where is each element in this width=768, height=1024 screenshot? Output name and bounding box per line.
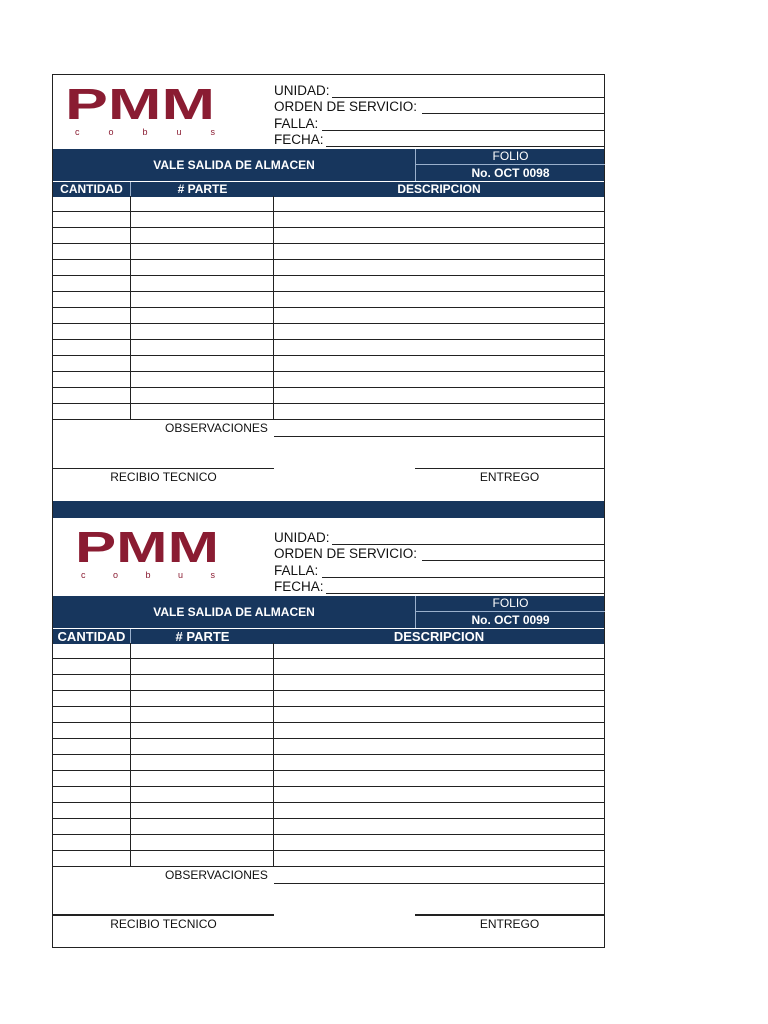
form-sheet: [52, 74, 605, 948]
table-row[interactable]: [53, 707, 604, 723]
table-row[interactable]: [53, 659, 604, 675]
parte-cell[interactable]: [131, 340, 274, 356]
parte-cell[interactable]: [131, 707, 274, 723]
cantidad-cell[interactable]: [53, 723, 131, 739]
table-row[interactable]: [53, 771, 604, 787]
parte-cell[interactable]: [131, 835, 274, 851]
descripcion-cell[interactable]: [274, 388, 604, 404]
logo-text: PMM: [65, 80, 215, 129]
cantidad-cell[interactable]: [53, 643, 131, 659]
parte-cell[interactable]: [131, 675, 274, 691]
column-parte: # PARTE: [177, 182, 228, 196]
table-row[interactable]: [53, 643, 604, 659]
table-row[interactable]: [53, 356, 604, 372]
recibio-tecnico-label: RECIBIO TECNICO: [110, 470, 217, 484]
parte-cell[interactable]: [131, 404, 274, 420]
voucher-title: VALE SALIDA DE ALMACEN: [153, 605, 315, 619]
entrego-signature-line[interactable]: [415, 914, 604, 916]
entrego-label: ENTREGO: [479, 917, 540, 931]
table-row[interactable]: [53, 324, 604, 340]
cantidad-cell[interactable]: [53, 691, 131, 707]
parte-cell[interactable]: [131, 244, 274, 260]
logo-text: PMM: [75, 523, 219, 572]
parte-cell[interactable]: [131, 292, 274, 308]
table-row[interactable]: [53, 340, 604, 356]
table-row[interactable]: [53, 372, 604, 388]
cantidad-cell[interactable]: [53, 819, 131, 835]
cantidad-cell[interactable]: [53, 388, 131, 404]
fecha-row[interactable]: [274, 132, 604, 148]
recibio-tecnico-label: RECIBIO TECNICO: [110, 917, 217, 931]
column-parte: # PARTE: [175, 629, 230, 644]
unidad-row[interactable]: [274, 83, 604, 99]
cantidad-cell[interactable]: [53, 739, 131, 755]
descripcion-cell[interactable]: [274, 755, 604, 771]
parte-cell[interactable]: [131, 372, 274, 388]
parte-cell[interactable]: [131, 771, 274, 787]
cantidad-cell[interactable]: [53, 324, 131, 340]
descripcion-cell[interactable]: [274, 707, 604, 723]
parte-cell[interactable]: [131, 196, 274, 212]
descripcion-cell[interactable]: [274, 691, 604, 707]
parte-cell[interactable]: [131, 643, 274, 659]
orden-servicio-row[interactable]: [274, 546, 604, 562]
descripcion-cell[interactable]: [274, 324, 604, 340]
parte-cell[interactable]: [131, 228, 274, 244]
cantidad-cell[interactable]: [53, 196, 131, 212]
table-row[interactable]: [53, 723, 604, 739]
descripcion-cell[interactable]: [274, 404, 604, 420]
descripcion-cell[interactable]: [274, 372, 604, 388]
falla-row[interactable]: [274, 562, 604, 578]
parte-cell[interactable]: [131, 819, 274, 835]
unidad-row[interactable]: [274, 530, 604, 546]
descripcion-cell[interactable]: [274, 308, 604, 324]
logo-subtext: c o b u s: [75, 127, 215, 137]
descripcion-cell[interactable]: [274, 643, 604, 659]
descripcion-cell[interactable]: [274, 787, 604, 803]
cantidad-cell[interactable]: [53, 372, 131, 388]
title-band: [53, 596, 604, 628]
unidad-label: UNIDAD:: [274, 83, 330, 99]
parte-cell[interactable]: [131, 260, 274, 276]
table-row[interactable]: [53, 819, 604, 835]
column-descripcion: DESCRIPCION: [393, 629, 485, 644]
table-row[interactable]: [53, 835, 604, 851]
descripcion-cell[interactable]: [274, 228, 604, 244]
parte-cell[interactable]: [131, 755, 274, 771]
parte-cell[interactable]: [131, 851, 274, 867]
cantidad-cell[interactable]: [53, 803, 131, 819]
parte-cell[interactable]: [131, 324, 274, 340]
observaciones-label: OBSERVACIONES: [165, 421, 268, 435]
fecha-row[interactable]: [274, 579, 604, 595]
descripcion-cell[interactable]: [274, 723, 604, 739]
descripcion-cell[interactable]: [274, 659, 604, 675]
pmm-logo: [61, 79, 221, 139]
descripcion-cell[interactable]: [274, 292, 604, 308]
cantidad-cell[interactable]: [53, 260, 131, 276]
cantidad-cell[interactable]: [53, 835, 131, 851]
parte-cell[interactable]: [131, 356, 274, 372]
descripcion-cell[interactable]: [274, 803, 604, 819]
descripcion-cell[interactable]: [274, 196, 604, 212]
cantidad-cell[interactable]: [53, 707, 131, 723]
descripcion-cell[interactable]: [274, 244, 604, 260]
cantidad-cell[interactable]: [53, 356, 131, 372]
folio-number: No. OCT 0098: [471, 166, 550, 180]
table-row[interactable]: [53, 755, 604, 771]
cantidad-cell[interactable]: [53, 787, 131, 803]
item-rows: [53, 196, 604, 420]
logo-subtext: c o b u s: [81, 570, 215, 580]
entrego-signature-line[interactable]: [415, 468, 604, 469]
table-row[interactable]: [53, 212, 604, 228]
title-band: [53, 149, 604, 181]
observaciones-label: OBSERVACIONES: [165, 868, 268, 882]
parte-cell[interactable]: [131, 787, 274, 803]
cantidad-cell[interactable]: [53, 212, 131, 228]
table-row[interactable]: [53, 739, 604, 755]
parte-cell[interactable]: [131, 276, 274, 292]
table-row[interactable]: [53, 292, 604, 308]
falla-label: FALLA:: [274, 562, 319, 578]
header-fields: [274, 83, 604, 148]
folio-label: FOLIO: [416, 149, 605, 165]
column-cantidad: CANTIDAD: [57, 629, 126, 644]
descripcion-cell[interactable]: [274, 851, 604, 867]
table-row[interactable]: [53, 675, 604, 691]
orden-servicio-row[interactable]: [274, 99, 604, 115]
observaciones-field[interactable]: [274, 436, 604, 437]
parte-cell[interactable]: [131, 388, 274, 404]
fecha-label: FECHA:: [274, 131, 324, 147]
table-row[interactable]: [53, 308, 604, 324]
table-row[interactable]: [53, 244, 604, 260]
table-row[interactable]: [53, 851, 604, 867]
cantidad-cell[interactable]: [53, 276, 131, 292]
cantidad-cell[interactable]: [53, 340, 131, 356]
folio-label: FOLIO: [416, 596, 605, 612]
unidad-label: UNIDAD:: [274, 530, 330, 546]
parte-cell[interactable]: [131, 739, 274, 755]
cantidad-cell[interactable]: [53, 771, 131, 787]
cantidad-cell[interactable]: [53, 228, 131, 244]
pmm-logo: [61, 522, 221, 582]
table-row[interactable]: [53, 787, 604, 803]
descripcion-cell[interactable]: [274, 260, 604, 276]
fecha-label: FECHA:: [274, 578, 324, 594]
parte-cell[interactable]: [131, 659, 274, 675]
orden-servicio-label: ORDEN DE SERVICIO:: [274, 99, 418, 115]
falla-label: FALLA:: [274, 115, 319, 131]
parte-cell[interactable]: [131, 212, 274, 228]
table-row[interactable]: [53, 228, 604, 244]
recibio-signature-line[interactable]: [53, 914, 274, 916]
descripcion-cell[interactable]: [274, 212, 604, 228]
table-row[interactable]: [53, 691, 604, 707]
cantidad-cell[interactable]: [53, 755, 131, 771]
table-row[interactable]: [53, 276, 604, 292]
table-row[interactable]: [53, 196, 604, 212]
descripcion-cell[interactable]: [274, 276, 604, 292]
orden-servicio-label: ORDEN DE SERVICIO:: [274, 546, 418, 562]
entrego-label: ENTREGO: [479, 470, 540, 484]
cantidad-cell[interactable]: [53, 851, 131, 867]
divider-bar: [53, 501, 604, 518]
column-header: [53, 181, 604, 197]
parte-cell[interactable]: [131, 723, 274, 739]
descripcion-cell[interactable]: [274, 835, 604, 851]
cantidad-cell[interactable]: [53, 292, 131, 308]
column-header: [53, 628, 604, 644]
parte-cell[interactable]: [131, 308, 274, 324]
cantidad-cell[interactable]: [53, 244, 131, 260]
falla-row[interactable]: [274, 115, 604, 131]
column-cantidad: CANTIDAD: [60, 182, 123, 196]
folio-number: No. OCT 0099: [471, 613, 550, 627]
cantidad-cell[interactable]: [53, 404, 131, 420]
recibio-signature-line[interactable]: [53, 468, 274, 469]
header-fields: [274, 530, 604, 595]
table-row[interactable]: [53, 404, 604, 420]
cantidad-cell[interactable]: [53, 308, 131, 324]
table-row[interactable]: [53, 260, 604, 276]
descripcion-cell[interactable]: [274, 356, 604, 372]
parte-cell[interactable]: [131, 691, 274, 707]
cantidad-cell[interactable]: [53, 675, 131, 691]
observaciones-field[interactable]: [274, 883, 604, 884]
cantidad-cell[interactable]: [53, 659, 131, 675]
folio-box: [415, 149, 605, 181]
descripcion-cell[interactable]: [274, 675, 604, 691]
column-descripcion: DESCRIPCION: [397, 182, 481, 196]
descripcion-cell[interactable]: [274, 819, 604, 835]
table-row[interactable]: [53, 803, 604, 819]
descripcion-cell[interactable]: [274, 739, 604, 755]
table-row[interactable]: [53, 388, 604, 404]
descripcion-cell[interactable]: [274, 340, 604, 356]
folio-box: [415, 596, 605, 628]
descripcion-cell[interactable]: [274, 771, 604, 787]
parte-cell[interactable]: [131, 803, 274, 819]
voucher-title: VALE SALIDA DE ALMACEN: [153, 158, 315, 172]
item-rows: [53, 643, 604, 867]
